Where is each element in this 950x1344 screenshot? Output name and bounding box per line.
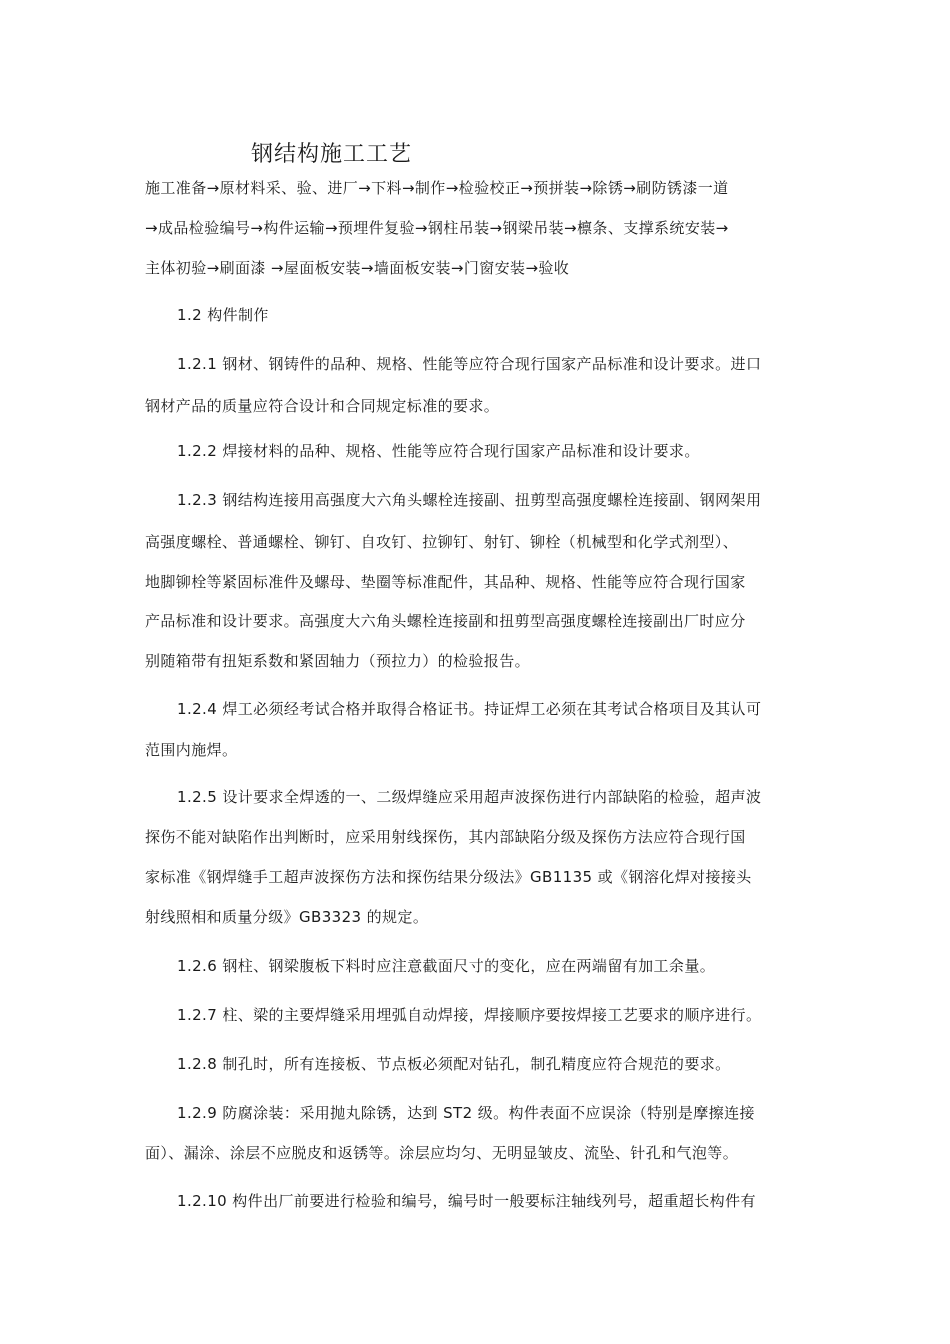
paragraph-1-2-3-line-2: 高强度螺栓、普通螺栓、铆钉、自攻钉、拉铆钉、射钉、铆栓（机械型和化学式剂型）、 — [145, 533, 739, 551]
flow-line-3: 主体初验→刷面漆 →屋面板安装→墙面板安装→门窗安装→验收 — [145, 259, 570, 277]
paragraph-1-2-4-line-2: 范围内施焊。 — [145, 741, 238, 759]
paragraph-1-2-6-line-1: 1.2.6 钢柱、钢梁腹板下料时应注意截面尺寸的变化，应在两端留有加工余量。 — [177, 957, 716, 975]
paragraph-1-2-1-line-2: 钢材产品的质量应符合设计和合同规定标准的要求。 — [145, 397, 500, 415]
paragraph-1-2-9-line-1: 1.2.9 防腐涂装：采用抛丸除锈，达到 ST2 级。构件表面不应误涂（特别是摩擦连接 — [177, 1104, 755, 1122]
paragraph-1-2-2-line-1: 1.2.2 焊接材料的品种、规格、性能等应符合现行国家产品标准和设计要求。 — [177, 442, 700, 460]
paragraph-1-2-10-line-1: 1.2.10 构件出厂前要进行检验和编号，编号时一般要标注轴线列号，超重超长构件有 — [177, 1192, 756, 1210]
paragraph-1-2-3-line-5: 别随箱带有扭矩系数和紧固轴力（预拉力）的检验报告。 — [145, 652, 531, 670]
document-title: 钢结构施工工艺 — [251, 142, 413, 167]
paragraph-1-2-5-line-2: 探伤不能对缺陷作出判断时，应采用射线探伤，其内部缺陷分级及探伤方法应符合现行国 — [145, 828, 746, 846]
paragraph-1-2-7-line-1: 1.2.7 柱、梁的主要焊缝采用埋弧自动焊接，焊接顺序要按焊接工艺要求的顺序进行。 — [177, 1006, 762, 1024]
paragraph-1-2-3-line-4: 产品标准和设计要求。高强度大六角头螺栓连接副和扭剪型高强度螺栓连接副出厂时应分 — [145, 612, 746, 630]
paragraph-1-2-1-line-1: 1.2.1 钢材、钢铸件的品种、规格、性能等应符合现行国家产品标准和设计要求。进口 — [177, 355, 762, 373]
paragraph-1-2-5-line-1: 1.2.5 设计要求全焊透的一、二级焊缝应采用超声波探伤进行内部缺陷的检验，超声波 — [177, 788, 762, 806]
paragraph-1-2-5-line-3: 家标准《钢焊缝手工超声波探伤方法和探伤结果分级法》GB1135 或《钢溶化焊对接接头 — [145, 868, 752, 886]
section-heading: 1.2 构件制作 — [177, 306, 269, 324]
paragraph-1-2-4-line-1: 1.2.4 焊工必须经考试合格并取得合格证书。持证焊工必须在其考试合格项目及其认可 — [177, 700, 762, 718]
paragraph-1-2-8-line-1: 1.2.8 制孔时，所有连接板、节点板必须配对钻孔，制孔精度应符合规范的要求。 — [177, 1055, 731, 1073]
paragraph-1-2-3-line-1: 1.2.3 钢结构连接用高强度大六角头螺栓连接副、扭剪型高强度螺栓连接副、钢网架用 — [177, 491, 762, 509]
flow-line-2: →成品检验编号→构件运输→预埋件复验→钢柱吊装→钢梁吊装→檩条、支撑系统安装→ — [145, 219, 729, 237]
flow-line-1: 施工准备→原材料采、验、进厂→下料→制作→检验校正→预拼装→除锈→刷防锈漆一道 — [145, 179, 729, 197]
paragraph-1-2-3-line-3: 地脚铆栓等紧固标准件及螺母、垫圈等标准配件，其品种、规格、性能等应符合现行国家 — [145, 573, 746, 591]
paragraph-1-2-9-line-2: 面）、漏涂、涂层不应脱皮和返锈等。涂层应均匀、无明显皱皮、流坠、针孔和气泡等。 — [145, 1144, 739, 1162]
paragraph-1-2-5-line-4: 射线照相和质量分级》GB3323 的规定。 — [145, 908, 429, 926]
